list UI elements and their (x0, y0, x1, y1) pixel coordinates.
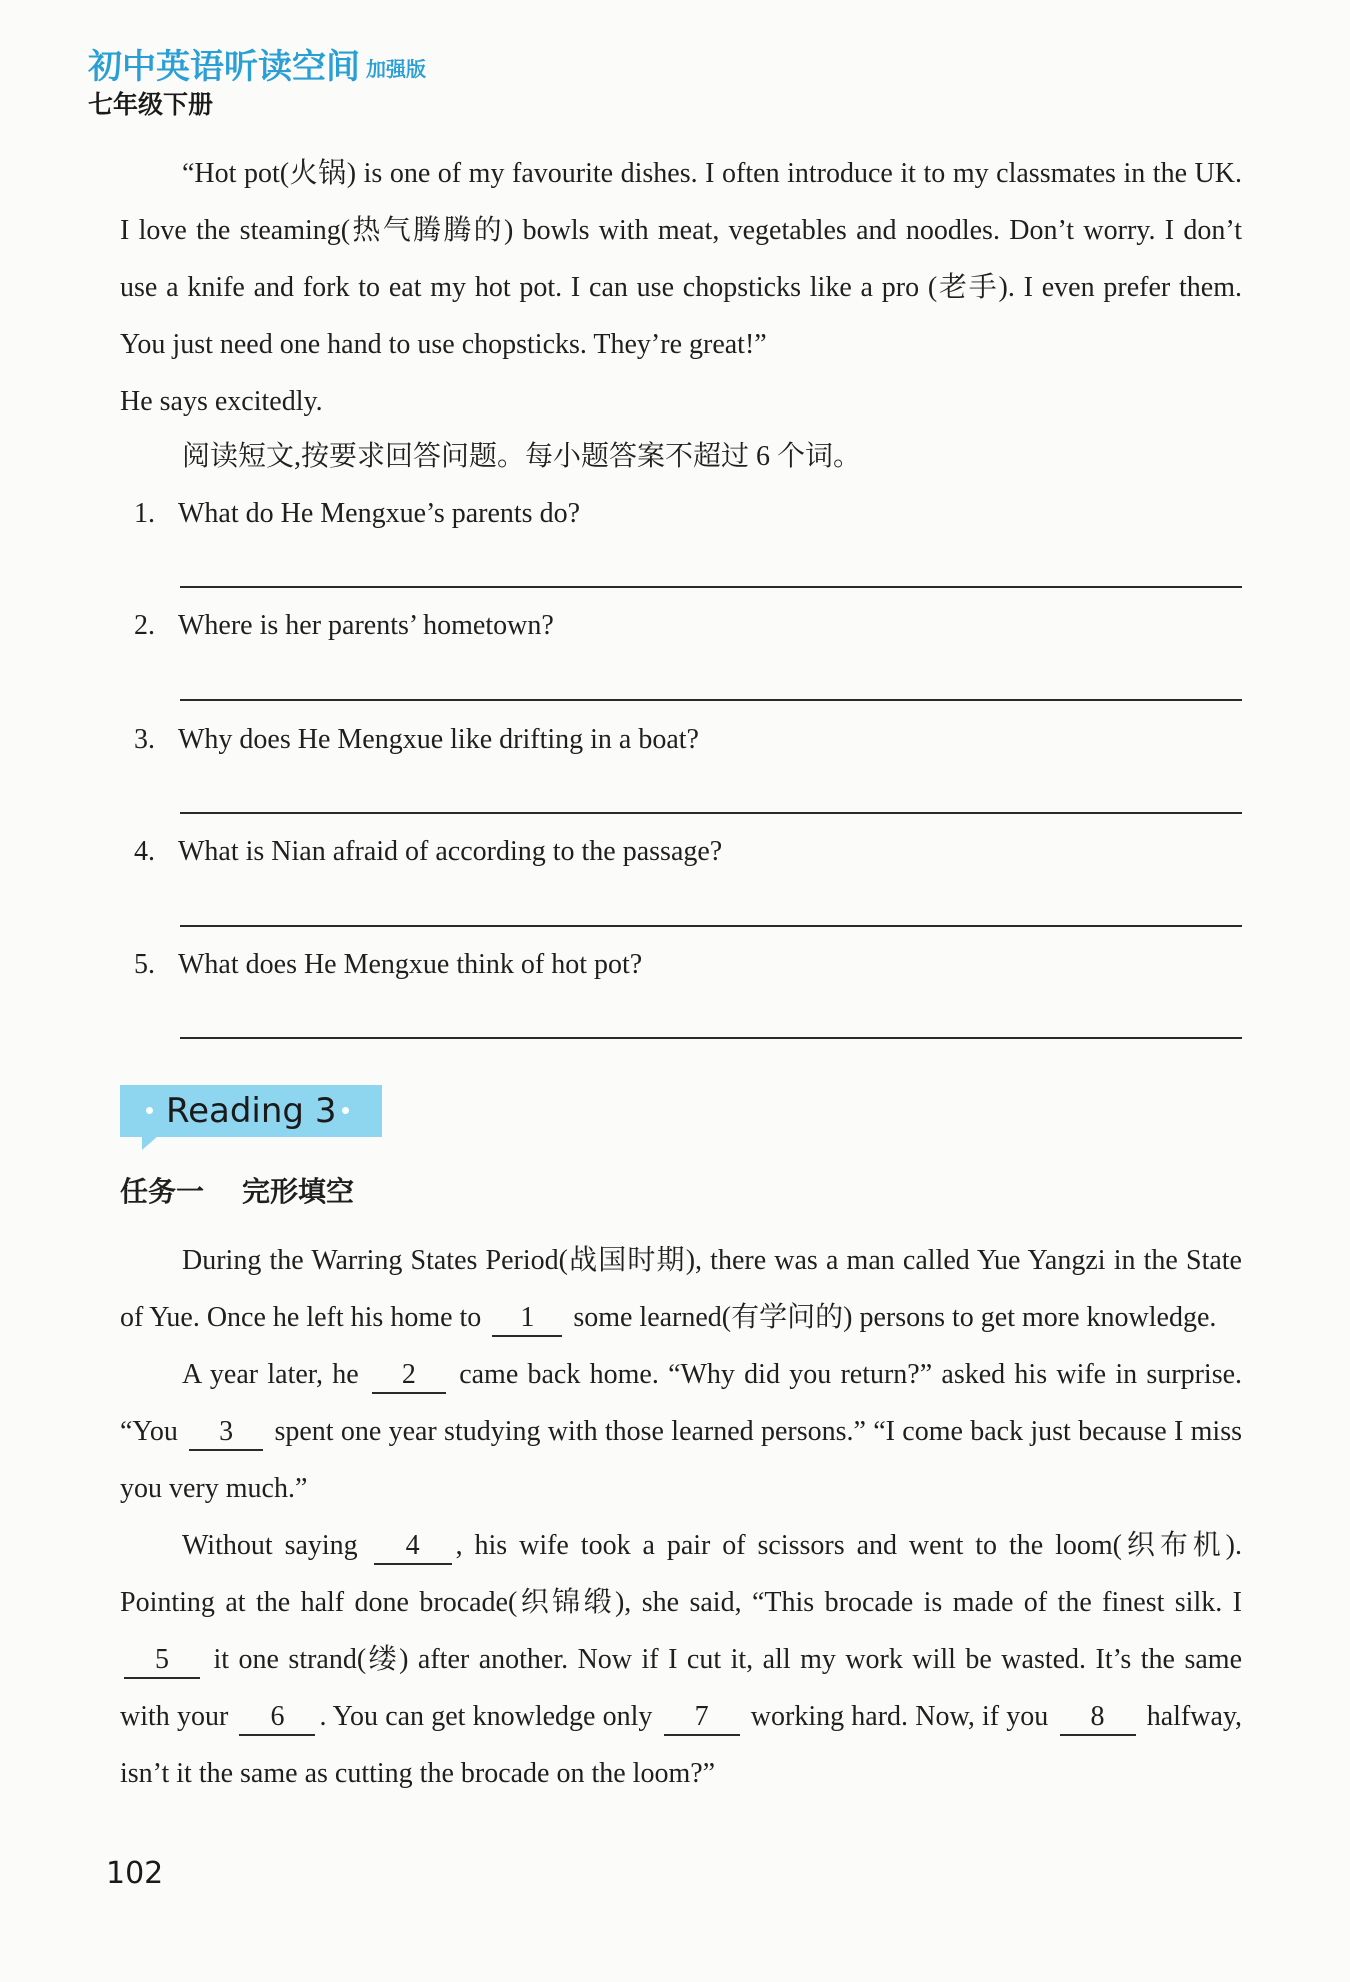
cloze-text: . You can get knowledge only (319, 1701, 653, 1732)
cloze-blank-5[interactable]: 5 (124, 1643, 200, 1679)
section-title: Reading 3 (166, 1091, 337, 1131)
cloze-text: A year later, he (182, 1359, 359, 1390)
cloze-blank-2[interactable]: 2 (372, 1358, 446, 1394)
question-item (134, 720, 699, 760)
book-title-text: 初中英语听读空间 (88, 47, 360, 87)
cloze-text: it one strand(缕) after another. Now if I cut it, all my work will be wasted. It’s the same with your (120, 1644, 1242, 1732)
question-text: What does He Mengxue think of hot pot? (178, 949, 643, 980)
cloze-blank-7[interactable]: 7 (664, 1700, 740, 1736)
cloze-text: During the Warring States Period(战国时期), there was a man called Yue Yangzi in the State of Yue. Once he left his home to (120, 1245, 1242, 1333)
cloze-text: , his wife took a pair of scissors and went to the loom(织布机). Pointing at the half done brocade(织锦缎), she said, “This brocade is made of the finest silk. I (120, 1530, 1242, 1618)
cloze-text: came back home. “Why did you return?” asked his wife in surprise. “You (120, 1359, 1243, 1447)
answer-line[interactable] (180, 699, 1242, 701)
cloze-blank-3[interactable]: 3 (189, 1415, 263, 1451)
cloze-text: working hard. Now, if you (750, 1701, 1049, 1732)
banner-dot-icon (342, 1107, 349, 1114)
passage-ending (120, 145, 1242, 430)
book-title (88, 47, 426, 87)
question-item (134, 494, 580, 534)
question-item (134, 606, 554, 646)
task-name: 完形填空 (242, 1175, 355, 1208)
question-number: 5. (134, 949, 155, 980)
question-number: 1. (134, 498, 155, 529)
question-number: 3. (134, 724, 155, 755)
answer-line[interactable] (180, 586, 1242, 588)
question-text: What is Nian afraid of according to the passage? (178, 836, 723, 867)
cloze-paragraph (120, 1346, 1242, 1517)
cloze-text: spent one year studying with those learned persons.” “I come back just because I miss you very much.” (120, 1416, 1242, 1504)
question-text: Where is her parents’ hometown? (178, 610, 554, 641)
section-banner (120, 1085, 382, 1137)
cloze-passage (120, 1232, 1242, 1802)
question-item (134, 945, 642, 985)
cloze-blank-6[interactable]: 6 (239, 1700, 315, 1736)
cloze-text: Without saying (182, 1530, 358, 1561)
question-instruction: 阅读短文,按要求回答问题。每小题答案不超过 6 个词。 (182, 441, 862, 472)
cloze-blank-4[interactable]: 4 (374, 1529, 452, 1565)
task-label: 任务一 (120, 1175, 205, 1208)
answer-line[interactable] (180, 925, 1242, 927)
cloze-paragraph (120, 1232, 1242, 1346)
question-text: Why does He Mengxue like drifting in a boat? (178, 724, 699, 755)
question-item (134, 832, 722, 872)
question-number: 4. (134, 836, 155, 867)
page-number: 102 (106, 1856, 164, 1891)
cloze-paragraph (120, 1517, 1242, 1802)
passage-paragraph: “Hot pot(火锅) is one of my favourite dishes. I often introduce it to my classmates in the UK. I love the steaming(热气腾腾的) bowls with meat, vegetables and noodles. Don’t worry. I don’t use a knife and fork to eat my hot pot. I can use chopsticks like a pro (老手). I even prefer them. You just need one hand to use chopsticks. They’re great!” (120, 158, 1242, 360)
question-number: 2. (134, 610, 155, 641)
cloze-blank-8[interactable]: 8 (1060, 1700, 1136, 1736)
answer-line[interactable] (180, 1037, 1242, 1039)
question-text: What do He Mengxue’s parents do? (178, 498, 580, 529)
book-subtitle: 七年级下册 (88, 90, 214, 119)
cloze-text: some learned(有学问的) persons to get more knowledge. (573, 1302, 1217, 1333)
passage-paragraph: He says excitedly. (120, 386, 323, 417)
cloze-text: halfway, isn’t it the same as cutting the brocade on the loom?” (120, 1701, 1243, 1789)
cloze-blank-1[interactable]: 1 (492, 1301, 562, 1337)
task-heading (120, 1172, 354, 1212)
answer-line[interactable] (180, 812, 1242, 814)
book-edition: 加强版 (366, 57, 426, 81)
banner-dot-icon (146, 1107, 153, 1114)
